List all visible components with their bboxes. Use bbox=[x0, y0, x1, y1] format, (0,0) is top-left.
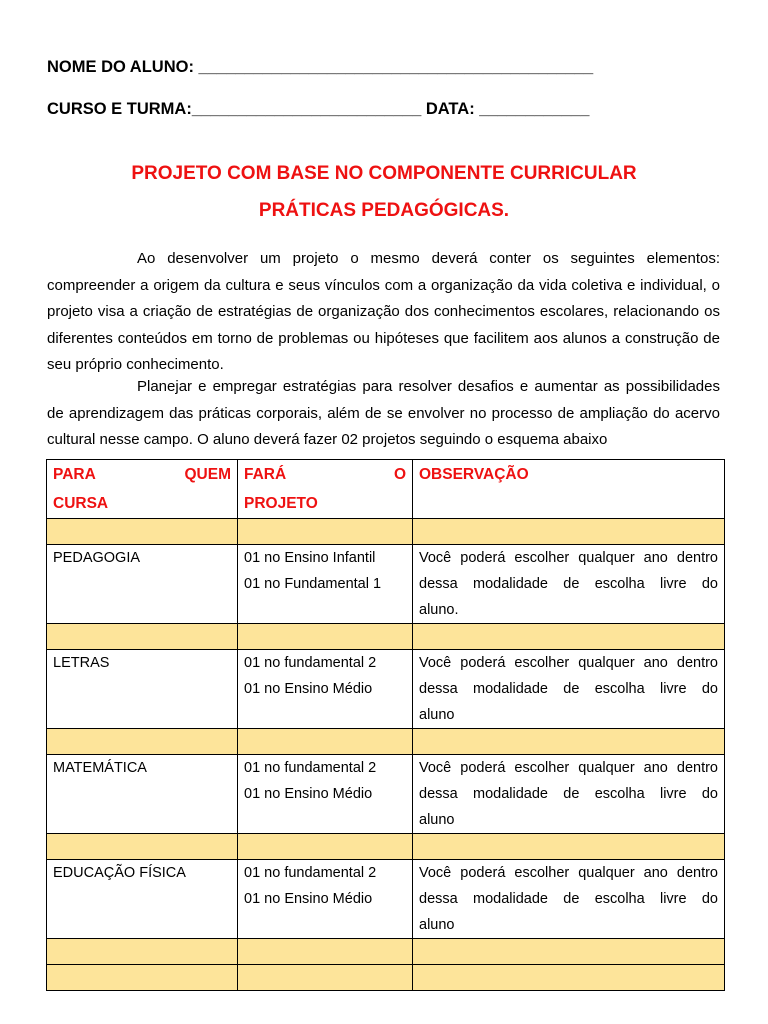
table-spacer-row bbox=[47, 834, 725, 860]
table-header-row bbox=[47, 460, 725, 519]
header-course-cell bbox=[47, 460, 238, 519]
header-project-line2: PROJETO bbox=[244, 495, 318, 512]
project-cell bbox=[238, 755, 413, 834]
project-item: 01 no fundamental 2 bbox=[244, 655, 377, 671]
course-name: LETRAS bbox=[53, 655, 110, 671]
course-cell bbox=[47, 545, 238, 624]
note-cell bbox=[413, 545, 725, 624]
table-row bbox=[47, 545, 725, 624]
table-spacer-row bbox=[47, 729, 725, 755]
project-item: 01 no fundamental 2 bbox=[244, 865, 377, 881]
project-item: 01 no Ensino Médio bbox=[244, 786, 373, 802]
course-name: MATEMÁTICA bbox=[53, 760, 147, 776]
intro-paragraph: Ao desenvolver um projeto o mesmo deverá conter os seguintes elementos: compreender a origem da cultura e seus vínculos com a organização da vida coletiva e individual, o projeto visa a criação de estratégias de organização dos conhecimentos escolares, relacionando os diferentes conteúdos em torno de problemas ou hipóteses que facilitem aos alunos a construção de seu próprio conhecimento. bbox=[47, 250, 720, 373]
note-line: aluno bbox=[419, 917, 455, 933]
table-spacer-row bbox=[47, 624, 725, 650]
document-title-line1: PROJETO COM BASE NO COMPONENTE CURRICULAR bbox=[131, 163, 637, 184]
document-title-line2: PRÁTICAS PEDAGÓGICAS. bbox=[258, 200, 510, 221]
project-cell bbox=[238, 860, 413, 939]
header-note-label: OBSERVAÇÃO bbox=[419, 466, 529, 483]
instructions-paragraph: Planejar e empregar estratégias para resolver desafios e aumentar as possibilidades de aprendizagem das práticas corporais, além de se envolver no processo de ampliação do acervo cultural nesse campo. O aluno deverá fazer 02 projetos seguindo o esquema abaixo bbox=[47, 378, 720, 448]
note-line: aluno bbox=[419, 812, 455, 828]
project-item: 01 no Fundamental 1 bbox=[244, 576, 382, 592]
table-row bbox=[47, 650, 725, 729]
note-line: dessa modalidade de escolha livre do bbox=[419, 681, 718, 697]
table-spacer-row bbox=[47, 939, 725, 965]
header-project-cell bbox=[238, 460, 413, 519]
header-course-line1: PARA QUEM bbox=[53, 466, 231, 483]
note-line: dessa modalidade de escolha livre do bbox=[419, 891, 718, 907]
course-cell bbox=[47, 755, 238, 834]
note-line: dessa modalidade de escolha livre do bbox=[419, 576, 718, 592]
course-name: PEDAGOGIA bbox=[53, 550, 141, 566]
project-item: 01 no Ensino Médio bbox=[244, 681, 373, 697]
course-cell bbox=[47, 650, 238, 729]
note-line: Você poderá escolher qualquer ano dentro bbox=[419, 550, 718, 566]
project-item: 01 no Ensino Médio bbox=[244, 891, 373, 907]
table-spacer-row bbox=[47, 965, 725, 991]
project-cell bbox=[238, 545, 413, 624]
note-cell bbox=[413, 650, 725, 729]
note-line: aluno. bbox=[419, 602, 459, 618]
course-name: EDUCAÇÃO FÍSICA bbox=[53, 865, 186, 881]
header-project-line1: FARÁ O bbox=[244, 466, 406, 483]
course-cell bbox=[47, 860, 238, 939]
note-cell bbox=[413, 860, 725, 939]
header-course-line2: CURSA bbox=[53, 495, 109, 512]
project-item: 01 no fundamental 2 bbox=[244, 760, 377, 776]
table-row bbox=[47, 755, 725, 834]
table-row bbox=[47, 860, 725, 939]
course-date-line: CURSO E TURMA:_________________________ DATA: ____________ bbox=[47, 100, 590, 118]
note-cell bbox=[413, 755, 725, 834]
note-line: dessa modalidade de escolha livre do bbox=[419, 786, 718, 802]
table-spacer-row bbox=[47, 519, 725, 545]
projects-table bbox=[46, 459, 725, 991]
project-item: 01 no Ensino Infantil bbox=[244, 550, 376, 566]
project-cell bbox=[238, 650, 413, 729]
student-name-line: NOME DO ALUNO: ___________________________________________ bbox=[47, 58, 594, 76]
note-line: Você poderá escolher qualquer ano dentro bbox=[419, 655, 718, 671]
note-line: aluno bbox=[419, 707, 455, 723]
note-line: Você poderá escolher qualquer ano dentro bbox=[419, 865, 718, 881]
header-note-cell bbox=[413, 460, 725, 519]
note-line: Você poderá escolher qualquer ano dentro bbox=[419, 760, 718, 776]
